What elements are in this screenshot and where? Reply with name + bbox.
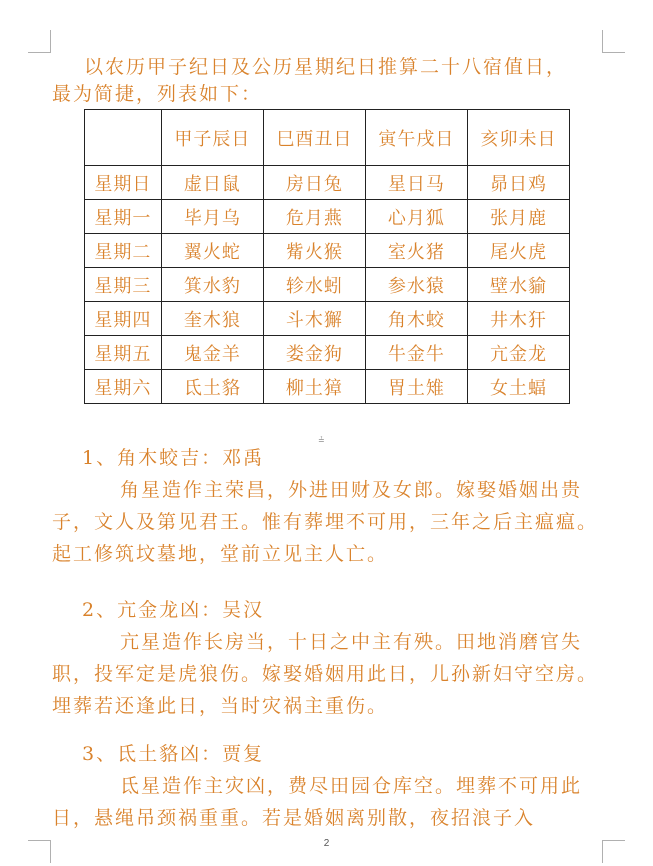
- table-cell: 斗木獬: [263, 302, 365, 336]
- table-cell: 鬼金羊: [161, 336, 263, 370]
- stray-mark: ≟: [318, 436, 325, 445]
- table-cell: 星期日: [85, 166, 162, 200]
- table-cell: 尾火虎: [467, 234, 569, 268]
- table-cell: 胃土雉: [365, 370, 467, 404]
- table-cell: 星期五: [85, 336, 162, 370]
- section-title: 2、亢金龙凶：吴汉: [82, 599, 265, 621]
- table-row: [85, 370, 570, 404]
- table-cell: 昴日鸡: [467, 166, 569, 200]
- table-row: [85, 302, 570, 336]
- table-cell: 星期二: [85, 234, 162, 268]
- table-cell: 柳土獐: [263, 370, 365, 404]
- intro-line-1: 以农历甲子纪日及公历星期纪日推算二十八宿值日，: [84, 56, 568, 78]
- table-cell: 翼火蛇: [161, 234, 263, 268]
- crop-mark-top-left: [28, 30, 51, 53]
- table-row: [85, 336, 570, 370]
- table-cell: 觜火猴: [263, 234, 365, 268]
- table-cell: 井木犴: [467, 302, 569, 336]
- table-cell: 奎木狼: [161, 302, 263, 336]
- table-header-row: [85, 110, 570, 166]
- table-cell: 张月鹿: [467, 200, 569, 234]
- table-row: [85, 268, 570, 302]
- table-cell: 心月狐: [365, 200, 467, 234]
- table-cell: 亢金龙: [467, 336, 569, 370]
- section-body: 角星造作主荣昌，外进田财及女郎。嫁娶婚姻出贵子，文人及第见君王。惟有葬埋不可用，三年之后主瘟瘟。起工修筑坟墓地，堂前立见主人亡。: [52, 479, 599, 565]
- intro-line-2: 最为简捷，列表如下：: [52, 83, 263, 105]
- table-cell: 危月燕: [263, 200, 365, 234]
- table-cell: 箕水豹: [161, 268, 263, 302]
- table-cell: 星期三: [85, 268, 162, 302]
- mansion-section: [52, 738, 612, 834]
- table-cell: 星日马: [365, 166, 467, 200]
- table-cell: 星期四: [85, 302, 162, 336]
- table-header-cell: 甲子辰日: [161, 110, 263, 166]
- mansion-section: [52, 594, 612, 722]
- table-header-cell: 巳酉丑日: [263, 110, 365, 166]
- table-cell: 虚日鼠: [161, 166, 263, 200]
- table-header-cell: 亥卯未日: [467, 110, 569, 166]
- section-title: 3、氐土貉凶：贾复: [82, 743, 265, 765]
- section-body: 氐星造作主灾凶，费尽田园仓库空。埋葬不可用此日，悬绳吊颈祸重重。若是婚姻离别散，夜招浪子入: [52, 775, 583, 829]
- table-row: [85, 200, 570, 234]
- table-cell: 星期一: [85, 200, 162, 234]
- table-cell: 房日兔: [263, 166, 365, 200]
- mansion-section: [52, 442, 612, 570]
- table-cell: 壁水貐: [467, 268, 569, 302]
- crop-mark-top-right: [602, 30, 625, 53]
- intro-paragraph: [52, 54, 612, 108]
- table-cell: 娄金狗: [263, 336, 365, 370]
- table-cell: 女土蝠: [467, 370, 569, 404]
- table-cell: 氐土貉: [161, 370, 263, 404]
- table-header-cell: [85, 110, 162, 166]
- table-header-cell: 寅午戌日: [365, 110, 467, 166]
- table-cell: 参水猿: [365, 268, 467, 302]
- table-row: [85, 166, 570, 200]
- table-cell: 牛金牛: [365, 336, 467, 370]
- table-cell: 星期六: [85, 370, 162, 404]
- mansion-table: [84, 109, 570, 404]
- table-cell: 轸水蚓: [263, 268, 365, 302]
- table-cell: 角木蛟: [365, 302, 467, 336]
- table-row: [85, 234, 570, 268]
- section-title: 1、角木蛟吉：邓禹: [82, 447, 265, 469]
- table-cell: 室火猪: [365, 234, 467, 268]
- table-cell: 毕月乌: [161, 200, 263, 234]
- section-body: 亢星造作长房当，十日之中主有殃。田地消磨官失职，投军定是虎狼伤。嫁娶婚姻用此日，儿孙新妇守空房。埋葬若还逢此日，当时灾祸主重伤。: [52, 631, 599, 717]
- page-number: 2: [323, 838, 330, 849]
